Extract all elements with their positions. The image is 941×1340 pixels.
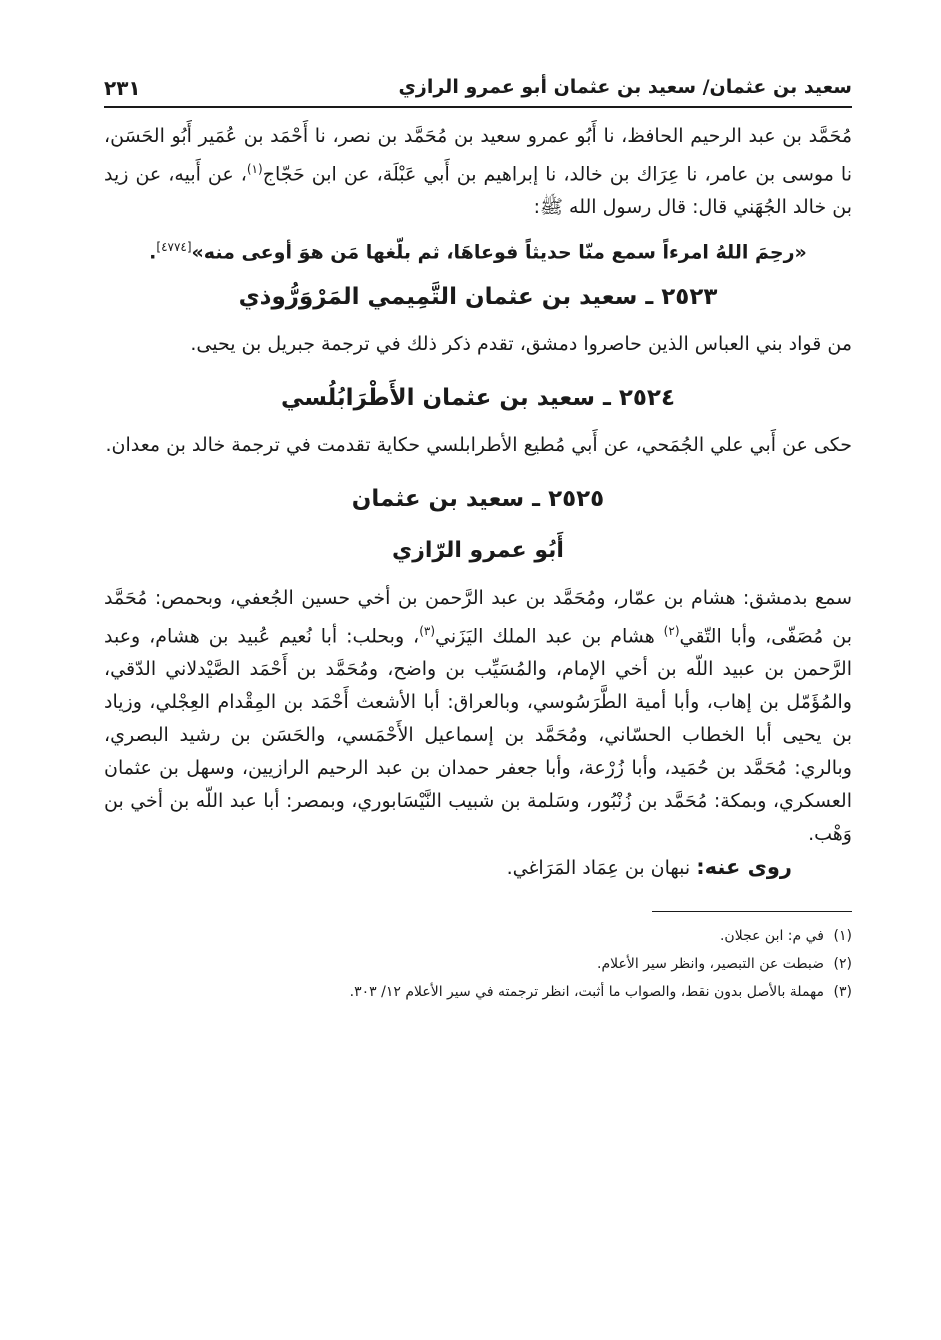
footnote-number: (٣) — [833, 983, 852, 1000]
footnote-text: في م: ابن عجلان. — [719, 927, 824, 944]
isnad-text-end: ، عن أَبيه، عن زيد بن خالد الجُهَني قال: قال رسول الله ﷺ: — [104, 163, 852, 219]
isnad-text: مُحَمَّد بن عبد الرحيم الحافظ، نا أَبُو عمرو سعيد بن مُحَمَّد بن نصر، نا أَحْمَد بن عُمَير أَبُو الحَسَن، نا موسى بن عامر، نا عِرَاك بن خالد، نا إبراهيم بن أَبي عَبْلَة، عن ابن حَجّاج — [104, 125, 852, 186]
footnote-1 — [104, 922, 852, 950]
footnote-ref-3[interactable]: (٣) — [419, 623, 436, 638]
spacer — [104, 361, 852, 371]
running-header — [104, 66, 852, 108]
page-number: ٢٣١ — [104, 76, 141, 100]
isnad-paragraph — [104, 120, 852, 224]
hadith-text: «رحِمَ اللهُ امرءاً سمع منّا حديثاً فوعاهَا، ثم بلّغها مَن هوَ أوعى منه» — [191, 241, 807, 264]
footnotes — [104, 922, 852, 1006]
spacer — [104, 462, 852, 472]
entry-text-part-c: ، وبحلب: أبا نُعيم عُبيد بن هشام، وعبد الرَّحمن بن عبيد اللّه بن أخي الإمام، والمُسَيِّب بن واضح، ومُحَمَّد بن أَحْمَد الصَّيْدلاني الدّقي، والمُؤَمّل بن إهاب، وأبا أمية الطَّرَسُوسي، وبالعراق: أبا الأشعث أَحْمَد بن المِقْدام العِجْلي، وزياد بن يحيى أبا الخطاب الحسّاني، ومُحَمَّد بن إسماعيل الأَحْمَسي، والحَسَن بن رشيد البصري، وبالري: مُحَمَّد بن حُمَيد، وأبا زُرْعة، وأبا جعفر حمدان بن عبد الرحيم الرازيين، وسهل بن عثمان العسكري، وبمكة: مُحَمَّد بن زُنْبُور، وسَلمة بن شبيب النَّيْسَابوري، وبمصر: أبا عبد اللّه بن أخي بن وَهْب. — [104, 624, 852, 845]
footnote-ref-2[interactable]: (٢) — [663, 623, 680, 638]
hadith-quote — [104, 230, 852, 269]
entry-text-2525 — [104, 582, 852, 851]
entry-text-2524: حكى عن أَبي علي الجُمَحي، عن أَبي مُطيع الأطرابلسي حكاية تقدمت في ترجمة خالد بن معدان. — [105, 433, 852, 456]
entry-text-part-a: سمع بدمشق: هشام بن عمّار، ومُحَمَّد بن عبد الرَّحمن بن أخي حسين الجُعفي، وبحمص: مُحَمَّد بن مُصَفّى، وأبا التّقي — [104, 586, 853, 647]
footnote-3 — [104, 978, 852, 1006]
entry-text-part-b: هشام بن عبد الملك اليَزَني — [435, 624, 664, 647]
narrated-by-label: روى عنه: — [696, 854, 792, 879]
footnote-text: مهملة بالأصل بدون نقط، والصواب ما أثبت، انظر ترجمته في سير الأعلام ١٢/ ٣٠٣. — [349, 983, 824, 1000]
hadith-number: [٤٧٧٤] — [156, 240, 192, 255]
hadith-end: . — [149, 241, 157, 264]
footnote-divider — [652, 911, 852, 912]
footnote-2 — [104, 950, 852, 978]
footnote-number: (٢) — [833, 955, 852, 972]
footnote-number: (١) — [833, 927, 852, 944]
running-title: سعيد بن عثمان/ سعيد بن عثمان أبو عمرو الرازي — [398, 76, 852, 98]
footnote-ref-1[interactable]: (١) — [246, 162, 263, 176]
entry-heading-2525: ٢٥٢٥ ـ سعيد بن عثمان — [351, 485, 605, 512]
narrated-by-line — [104, 851, 852, 885]
entry-heading-2523: ٢٥٢٣ ـ سعيد بن عثمان التَّمِيمي المَرْوَرُّوذي — [238, 283, 718, 310]
entry-text-2523: من قواد بني العباس الذين حاصروا دمشق، تقدم ذكر ذلك في ترجمة جبريل بن يحيى. — [190, 332, 852, 355]
entry-subheading-2525: أَبُو عمرو الرّازي — [392, 537, 564, 563]
book-page — [104, 66, 852, 1006]
footnote-text: ضبطت عن التبصير، وانظر سير الأعلام. — [597, 955, 824, 972]
narrated-by-text: نبهان بن عِمَاد المَرَاغي. — [506, 856, 697, 879]
entry-heading-2524: ٢٥٢٤ ـ سعيد بن عثمان الأَطْرَابُلُسي — [280, 384, 675, 411]
